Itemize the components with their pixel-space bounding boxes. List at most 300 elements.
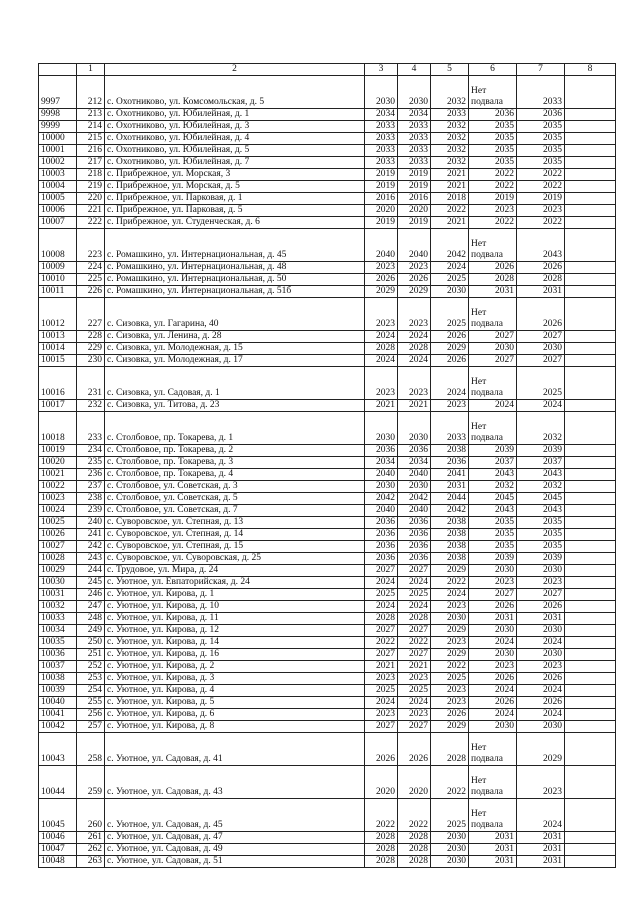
- basement-year-cell: 2031: [469, 832, 517, 844]
- basement-year-cell: 2024: [469, 637, 517, 649]
- item-number-cell: 237: [77, 481, 105, 493]
- year-cell: 2028: [365, 844, 398, 856]
- basement-year-cell: 2039: [469, 553, 517, 565]
- year-cell: 2019: [365, 169, 398, 181]
- year-cell: 2033: [431, 109, 469, 121]
- table-row: [39, 229, 616, 262]
- address-cell: с. Прибрежное, ул. Морская, 3: [105, 169, 365, 181]
- year-cell: 2024: [431, 589, 469, 601]
- address-cell: с. Уютное, ул. Садовая, д. 51: [105, 856, 365, 868]
- year-cell: 2023: [365, 673, 398, 685]
- row-number-cell: 10006: [39, 205, 77, 217]
- year-cell: 2023: [398, 673, 431, 685]
- year-cell: 2020: [365, 205, 398, 217]
- address-cell: с. Уютное, ул. Кирова, д. 5: [105, 697, 365, 709]
- basement-year-cell: 2022: [469, 217, 517, 229]
- table-row: [39, 541, 616, 553]
- year-cell: 2019: [365, 181, 398, 193]
- address-cell: с. Сизовка, ул. Гагарина, 40: [105, 298, 365, 331]
- year-cell: 2030: [517, 649, 565, 661]
- year-cell: 2023: [365, 709, 398, 721]
- year-cell: 2019: [398, 181, 431, 193]
- year-cell: 2029: [431, 649, 469, 661]
- item-number-cell: 232: [77, 400, 105, 412]
- year-cell: 2030: [517, 343, 565, 355]
- year-cell: 2043: [517, 229, 565, 262]
- year-cell: 2040: [365, 469, 398, 481]
- year-cell: 2035: [517, 157, 565, 169]
- address-cell: с. Сизовка, ул. Молодежная, д. 17: [105, 355, 365, 367]
- row-number-cell: 10035: [39, 637, 77, 649]
- table-row: [39, 181, 616, 193]
- row-number-cell: 10015: [39, 355, 77, 367]
- item-number-cell: 219: [77, 181, 105, 193]
- basement-year-cell: 2045: [469, 493, 517, 505]
- item-number-cell: 247: [77, 601, 105, 613]
- year-cell: 2024: [365, 577, 398, 589]
- row-number-cell: 10033: [39, 613, 77, 625]
- basement-year-cell: 2031: [469, 286, 517, 298]
- table-row: [39, 661, 616, 673]
- year-cell: 2030: [431, 832, 469, 844]
- address-cell: с. Охотниково, ул. Юбилейная, д. 1: [105, 109, 365, 121]
- year-cell: 2020: [398, 766, 431, 799]
- table-row: [39, 697, 616, 709]
- row-number-cell: 10021: [39, 469, 77, 481]
- table-row: [39, 799, 616, 832]
- notes-cell: [565, 832, 616, 844]
- year-cell: 2024: [517, 685, 565, 697]
- basement-year-cell: 2022: [469, 169, 517, 181]
- item-number-cell: 255: [77, 697, 105, 709]
- notes-cell: [565, 721, 616, 733]
- row-number-cell: 10041: [39, 709, 77, 721]
- row-number-cell: 9997: [39, 76, 77, 109]
- table-body: [39, 76, 616, 868]
- item-number-cell: 241: [77, 529, 105, 541]
- notes-cell: [565, 685, 616, 697]
- row-number-cell: 10028: [39, 553, 77, 565]
- basement-year-cell: 2030: [469, 343, 517, 355]
- year-cell: 2036: [398, 445, 431, 457]
- address-cell: с. Прибрежное, ул. Парковая, д. 1: [105, 193, 365, 205]
- row-number-cell: 10036: [39, 649, 77, 661]
- address-cell: с. Сизовка, ул. Титова, д. 23: [105, 400, 365, 412]
- year-cell: 2036: [365, 529, 398, 541]
- year-cell: 2024: [398, 601, 431, 613]
- table-row: [39, 856, 616, 868]
- table-row: [39, 673, 616, 685]
- year-cell: 2031: [517, 286, 565, 298]
- year-cell: 2043: [517, 469, 565, 481]
- year-cell: 2030: [398, 76, 431, 109]
- notes-cell: [565, 262, 616, 274]
- basement-year-cell: 2030: [469, 649, 517, 661]
- notes-cell: [565, 577, 616, 589]
- row-number-cell: 10029: [39, 565, 77, 577]
- year-cell: 2019: [398, 217, 431, 229]
- row-number-cell: 10001: [39, 145, 77, 157]
- notes-cell: [565, 445, 616, 457]
- address-cell: с. Охотниково, ул. Юбилейная, д. 5: [105, 145, 365, 157]
- row-number-cell: 10022: [39, 481, 77, 493]
- row-number-cell: 10034: [39, 625, 77, 637]
- year-cell: 2039: [517, 553, 565, 565]
- basement-year-cell: 2031: [469, 613, 517, 625]
- basement-year-cell: 2031: [469, 856, 517, 868]
- notes-cell: [565, 613, 616, 625]
- header-cell: 4: [398, 64, 431, 76]
- row-number-cell: 10002: [39, 157, 77, 169]
- table-header: [39, 64, 616, 76]
- table-row: [39, 109, 616, 121]
- address-cell: с. Столбовое, пр. Токарева, д. 1: [105, 412, 365, 445]
- year-cell: 2026: [398, 733, 431, 766]
- year-cell: 2023: [365, 262, 398, 274]
- year-cell: 2023: [431, 697, 469, 709]
- housing-register-table: [38, 63, 616, 868]
- item-number-cell: 249: [77, 625, 105, 637]
- year-cell: 2025: [431, 799, 469, 832]
- table-row: [39, 832, 616, 844]
- year-cell: 2028: [398, 343, 431, 355]
- table-row: [39, 343, 616, 355]
- header-cell: 6: [469, 64, 517, 76]
- basement-year-cell: 2024: [469, 400, 517, 412]
- year-cell: 2023: [431, 685, 469, 697]
- notes-cell: [565, 274, 616, 286]
- year-cell: 2040: [398, 505, 431, 517]
- row-number-cell: 10037: [39, 661, 77, 673]
- table-row: [39, 529, 616, 541]
- address-cell: с. Уютное, ул. Садовая, д. 43: [105, 766, 365, 799]
- table-row: [39, 157, 616, 169]
- year-cell: 2023: [517, 577, 565, 589]
- year-cell: 2043: [517, 505, 565, 517]
- basement-year-cell: Нет подвала: [469, 229, 517, 262]
- item-number-cell: 222: [77, 217, 105, 229]
- item-number-cell: 236: [77, 469, 105, 481]
- basement-year-cell: 2024: [469, 709, 517, 721]
- year-cell: 2026: [517, 601, 565, 613]
- item-number-cell: 229: [77, 343, 105, 355]
- year-cell: 2028: [365, 856, 398, 868]
- row-number-cell: 10048: [39, 856, 77, 868]
- year-cell: 2030: [398, 412, 431, 445]
- basement-year-cell: 2026: [469, 262, 517, 274]
- year-cell: 2027: [365, 721, 398, 733]
- address-cell: с. Уютное, ул. Кирова, д. 4: [105, 685, 365, 697]
- year-cell: 2028: [365, 613, 398, 625]
- year-cell: 2026: [431, 331, 469, 343]
- address-cell: с. Охотниково, ул. Юбилейная, д. 7: [105, 157, 365, 169]
- year-cell: 2029: [398, 286, 431, 298]
- year-cell: 2032: [431, 76, 469, 109]
- item-number-cell: 212: [77, 76, 105, 109]
- year-cell: 2023: [431, 601, 469, 613]
- notes-cell: [565, 565, 616, 577]
- year-cell: 2033: [365, 121, 398, 133]
- address-cell: с. Ромашкино, ул. Интернациональная, д. 50: [105, 274, 365, 286]
- year-cell: 2035: [517, 517, 565, 529]
- year-cell: 2033: [398, 157, 431, 169]
- year-cell: 2030: [365, 412, 398, 445]
- year-cell: 2036: [365, 445, 398, 457]
- year-cell: 2027: [398, 625, 431, 637]
- basement-year-cell: 2024: [469, 685, 517, 697]
- row-number-cell: 10014: [39, 343, 77, 355]
- year-cell: 2023: [365, 298, 398, 331]
- row-number-cell: 10040: [39, 697, 77, 709]
- year-cell: 2023: [398, 298, 431, 331]
- year-cell: 2025: [431, 274, 469, 286]
- table-row: [39, 121, 616, 133]
- item-number-cell: 262: [77, 844, 105, 856]
- item-number-cell: 223: [77, 229, 105, 262]
- basement-year-cell: 2023: [469, 577, 517, 589]
- year-cell: 2024: [398, 331, 431, 343]
- year-cell: 2036: [365, 517, 398, 529]
- row-number-cell: 10032: [39, 601, 77, 613]
- basement-year-cell: 2026: [469, 673, 517, 685]
- year-cell: 2024: [365, 331, 398, 343]
- year-cell: 2018: [431, 193, 469, 205]
- address-cell: с. Уютное, ул. Кирова, д. 12: [105, 625, 365, 637]
- table-row: [39, 766, 616, 799]
- notes-cell: [565, 343, 616, 355]
- year-cell: 2033: [517, 76, 565, 109]
- year-cell: 2030: [431, 286, 469, 298]
- item-number-cell: 228: [77, 331, 105, 343]
- year-cell: 2028: [398, 856, 431, 868]
- row-number-cell: 10027: [39, 541, 77, 553]
- table-row: [39, 217, 616, 229]
- address-cell: с. Сизовка, ул. Садовая, д. 1: [105, 367, 365, 400]
- year-cell: 2024: [517, 400, 565, 412]
- year-cell: 2024: [398, 577, 431, 589]
- year-cell: 2029: [431, 343, 469, 355]
- year-cell: 2042: [398, 493, 431, 505]
- address-cell: с. Сизовка, ул. Ленина, д. 28: [105, 331, 365, 343]
- table-row: [39, 601, 616, 613]
- basement-year-cell: 2037: [469, 457, 517, 469]
- basement-year-cell: 2023: [469, 205, 517, 217]
- year-cell: 2027: [517, 589, 565, 601]
- basement-year-cell: Нет подвала: [469, 799, 517, 832]
- year-cell: 2027: [398, 649, 431, 661]
- year-cell: 2024: [517, 799, 565, 832]
- year-cell: 2023: [365, 367, 398, 400]
- basement-year-cell: Нет подвала: [469, 76, 517, 109]
- notes-cell: [565, 457, 616, 469]
- basement-year-cell: 2023: [469, 661, 517, 673]
- table-row: [39, 481, 616, 493]
- year-cell: 2032: [431, 133, 469, 145]
- table-row: [39, 589, 616, 601]
- notes-cell: [565, 109, 616, 121]
- notes-cell: [565, 76, 616, 109]
- notes-cell: [565, 298, 616, 331]
- year-cell: 2035: [517, 133, 565, 145]
- year-cell: 2036: [398, 553, 431, 565]
- header-cell: 8: [565, 64, 616, 76]
- notes-cell: [565, 505, 616, 517]
- year-cell: 2024: [431, 262, 469, 274]
- notes-cell: [565, 529, 616, 541]
- row-number-cell: 10038: [39, 673, 77, 685]
- item-number-cell: 215: [77, 133, 105, 145]
- row-number-cell: 10031: [39, 589, 77, 601]
- notes-cell: [565, 193, 616, 205]
- table-row: [39, 274, 616, 286]
- item-number-cell: 246: [77, 589, 105, 601]
- basement-year-cell: 2036: [469, 109, 517, 121]
- year-cell: 2024: [365, 697, 398, 709]
- item-number-cell: 261: [77, 832, 105, 844]
- year-cell: 2026: [365, 733, 398, 766]
- address-cell: с. Столбовое, ул. Советская, д. 7: [105, 505, 365, 517]
- item-number-cell: 233: [77, 412, 105, 445]
- year-cell: 2040: [365, 505, 398, 517]
- year-cell: 2032: [517, 412, 565, 445]
- year-cell: 2038: [431, 553, 469, 565]
- address-cell: с. Охотниково, ул. Юбилейная, д. 3: [105, 121, 365, 133]
- address-cell: с. Уютное, ул. Кирова, д. 14: [105, 637, 365, 649]
- table-row: [39, 457, 616, 469]
- year-cell: 2028: [517, 274, 565, 286]
- year-cell: 2026: [398, 274, 431, 286]
- year-cell: 2025: [398, 685, 431, 697]
- year-cell: 2034: [398, 109, 431, 121]
- row-number-cell: 10003: [39, 169, 77, 181]
- row-number-cell: 9998: [39, 109, 77, 121]
- notes-cell: [565, 517, 616, 529]
- table-row: [39, 733, 616, 766]
- item-number-cell: 258: [77, 733, 105, 766]
- year-cell: 2022: [365, 637, 398, 649]
- item-number-cell: 240: [77, 517, 105, 529]
- year-cell: 2027: [365, 565, 398, 577]
- year-cell: 2033: [398, 121, 431, 133]
- notes-cell: [565, 673, 616, 685]
- year-cell: 2020: [398, 205, 431, 217]
- year-cell: 2028: [398, 844, 431, 856]
- year-cell: 2030: [365, 76, 398, 109]
- notes-cell: [565, 766, 616, 799]
- year-cell: 2042: [431, 505, 469, 517]
- item-number-cell: 218: [77, 169, 105, 181]
- table-row: [39, 625, 616, 637]
- basement-year-cell: 2043: [469, 469, 517, 481]
- address-cell: с. Прибрежное, ул. Морская, д. 5: [105, 181, 365, 193]
- basement-year-cell: Нет подвала: [469, 412, 517, 445]
- year-cell: 2038: [431, 541, 469, 553]
- year-cell: 2021: [398, 400, 431, 412]
- year-cell: 2045: [517, 493, 565, 505]
- year-cell: 2025: [431, 673, 469, 685]
- notes-cell: [565, 625, 616, 637]
- row-number-cell: 10043: [39, 733, 77, 766]
- notes-cell: [565, 121, 616, 133]
- year-cell: 2022: [398, 799, 431, 832]
- notes-cell: [565, 553, 616, 565]
- address-cell: с. Прибрежное, ул. Парковая, д. 5: [105, 205, 365, 217]
- year-cell: 2025: [398, 589, 431, 601]
- basement-year-cell: 2035: [469, 157, 517, 169]
- year-cell: 2027: [398, 721, 431, 733]
- item-number-cell: 254: [77, 685, 105, 697]
- year-cell: 2028: [398, 613, 431, 625]
- notes-cell: [565, 856, 616, 868]
- table-row: [39, 286, 616, 298]
- notes-cell: [565, 649, 616, 661]
- year-cell: 2026: [431, 709, 469, 721]
- year-cell: 2025: [431, 298, 469, 331]
- table-row: [39, 493, 616, 505]
- basement-year-cell: 2035: [469, 133, 517, 145]
- year-cell: 2028: [398, 832, 431, 844]
- year-cell: 2024: [365, 355, 398, 367]
- row-number-cell: 10024: [39, 505, 77, 517]
- year-cell: 2035: [517, 529, 565, 541]
- year-cell: 2038: [431, 445, 469, 457]
- address-cell: с. Уютное, ул. Кирова, д. 8: [105, 721, 365, 733]
- notes-cell: [565, 481, 616, 493]
- year-cell: 2029: [431, 565, 469, 577]
- table-row: [39, 169, 616, 181]
- year-cell: 2032: [517, 481, 565, 493]
- address-cell: с. Прибрежное, ул. Студенческая, д. 6: [105, 217, 365, 229]
- address-cell: с. Уютное, ул. Евпаторийская, д. 24: [105, 577, 365, 589]
- year-cell: 2031: [517, 844, 565, 856]
- year-cell: 2022: [431, 577, 469, 589]
- year-cell: 2036: [517, 109, 565, 121]
- row-number-cell: 10030: [39, 577, 77, 589]
- item-number-cell: 257: [77, 721, 105, 733]
- table-row: [39, 685, 616, 697]
- address-cell: с. Уютное, ул. Кирова, д. 3: [105, 673, 365, 685]
- year-cell: 2035: [517, 145, 565, 157]
- year-cell: 2028: [431, 733, 469, 766]
- year-cell: 2032: [431, 157, 469, 169]
- year-cell: 2029: [365, 286, 398, 298]
- item-number-cell: 227: [77, 298, 105, 331]
- notes-cell: [565, 181, 616, 193]
- table-row: [39, 505, 616, 517]
- year-cell: 2026: [517, 298, 565, 331]
- notes-cell: [565, 733, 616, 766]
- year-cell: 2026: [431, 355, 469, 367]
- year-cell: 2040: [398, 229, 431, 262]
- table-row: [39, 721, 616, 733]
- row-number-cell: 10045: [39, 799, 77, 832]
- year-cell: 2023: [398, 262, 431, 274]
- address-cell: с. Ромашкино, ул. Интернациональная, д. 45: [105, 229, 365, 262]
- year-cell: 2033: [398, 133, 431, 145]
- basement-year-cell: 2032: [469, 481, 517, 493]
- table-row: [39, 400, 616, 412]
- year-cell: 2021: [431, 217, 469, 229]
- item-number-cell: 238: [77, 493, 105, 505]
- year-cell: 2027: [365, 625, 398, 637]
- header-row: [39, 64, 616, 76]
- year-cell: 2023: [398, 709, 431, 721]
- table-row: [39, 577, 616, 589]
- year-cell: 2034: [398, 457, 431, 469]
- item-number-cell: 217: [77, 157, 105, 169]
- table-row: [39, 355, 616, 367]
- address-cell: с. Уютное, ул. Садовая, д. 49: [105, 844, 365, 856]
